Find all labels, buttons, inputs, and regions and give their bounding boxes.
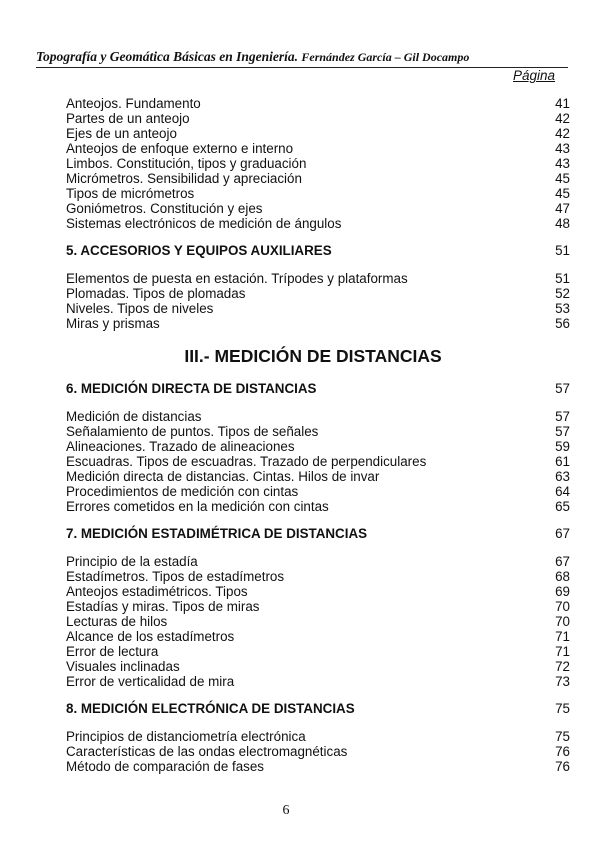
chapter-heading-8 bbox=[66, 699, 570, 719]
toc-entry-text: Principios de distanciometría electrónica bbox=[66, 729, 306, 744]
chapter-heading-6 bbox=[66, 379, 570, 399]
toc-entry-page: 76 bbox=[555, 759, 570, 774]
toc-entry-page: 70 bbox=[555, 614, 570, 629]
toc-entry-text: Estadías y miras. Tipos de miras bbox=[66, 599, 260, 614]
toc-entry bbox=[66, 216, 570, 231]
toc-block-1 bbox=[66, 96, 570, 231]
toc-entry bbox=[66, 409, 570, 424]
toc-entry bbox=[66, 469, 570, 484]
toc-entry-text: Medición de distancias bbox=[66, 409, 202, 424]
toc-entry-text: Sistemas electrónicos de medición de ángulos bbox=[66, 216, 342, 231]
toc-entry bbox=[66, 286, 570, 301]
toc-entry bbox=[66, 439, 570, 454]
toc-entry-page: 76 bbox=[555, 744, 570, 759]
toc-entry bbox=[66, 729, 570, 744]
toc-entry bbox=[66, 156, 570, 171]
chapter-heading-7 bbox=[66, 524, 570, 544]
chapter-page: 67 bbox=[555, 526, 570, 541]
toc-entry-page: 57 bbox=[555, 409, 570, 424]
toc-entry bbox=[66, 629, 570, 644]
toc-entry-text: Anteojos estadimétricos. Tipos bbox=[66, 584, 248, 599]
toc-entry-text: Procedimientos de medición con cintas bbox=[66, 484, 299, 499]
toc-entry-text: Método de comparación de fases bbox=[66, 759, 265, 774]
toc-entry-page: 45 bbox=[555, 171, 570, 186]
toc-entry-text: Niveles. Tipos de niveles bbox=[66, 301, 214, 316]
chapter-title: 7. MEDICIÓN ESTADIMÉTRICA DE DISTANCIAS bbox=[66, 526, 368, 541]
toc-entry-text: Partes de un anteojo bbox=[66, 111, 190, 126]
toc-entry-page: 71 bbox=[555, 644, 570, 659]
toc-entry-page: 69 bbox=[555, 584, 570, 599]
toc-entry-page: 68 bbox=[555, 569, 570, 584]
toc-entry-page: 70 bbox=[555, 599, 570, 614]
toc-block-8 bbox=[66, 729, 570, 774]
toc-entry-page: 56 bbox=[555, 316, 570, 331]
toc-entry-text: Error de lectura bbox=[66, 644, 159, 659]
toc-entry-text: Medición directa de distancias. Cintas. Hilos de invar bbox=[66, 469, 380, 484]
toc-entry-text: Errores cometidos en la medición con cintas bbox=[66, 499, 329, 514]
toc-entry-text: Anteojos. Fundamento bbox=[66, 96, 201, 111]
toc-entry-text: Goniómetros. Constitución y ejes bbox=[66, 201, 263, 216]
toc-entry-text: Principio de la estadía bbox=[66, 554, 198, 569]
toc-entry-text: Ejes de un anteojo bbox=[66, 126, 177, 141]
table-of-contents bbox=[66, 96, 570, 774]
header-rule bbox=[36, 67, 568, 68]
toc-entry-page: 61 bbox=[555, 454, 570, 469]
toc-entry bbox=[66, 554, 570, 569]
toc-entry-text: Error de verticalidad de mira bbox=[66, 674, 235, 689]
toc-entry-text: Alcance de los estadímetros bbox=[66, 629, 235, 644]
toc-entry-page: 41 bbox=[555, 96, 570, 111]
toc-entry bbox=[66, 271, 570, 286]
toc-entry-text: Alineaciones. Trazado de alineaciones bbox=[66, 439, 295, 454]
toc-entry bbox=[66, 96, 570, 111]
toc-entry bbox=[66, 744, 570, 759]
toc-block-7 bbox=[66, 554, 570, 689]
toc-entry-page: 67 bbox=[555, 554, 570, 569]
toc-entry-page: 71 bbox=[555, 629, 570, 644]
book-title: Topografía y Geomática Básicas en Ingeniería. bbox=[36, 49, 298, 64]
toc-entry-text: Visuales inclinadas bbox=[66, 659, 180, 674]
toc-entry bbox=[66, 599, 570, 614]
toc-entry-text: Elementos de puesta en estación. Trípodes y plataformas bbox=[66, 271, 408, 286]
part-title: III.- MEDICIÓN DE DISTANCIAS bbox=[184, 346, 442, 366]
running-header bbox=[36, 49, 566, 65]
toc-entry-text: Lecturas de hilos bbox=[66, 614, 168, 629]
toc-entry-text: Miras y prismas bbox=[66, 316, 160, 331]
chapter-page: 51 bbox=[555, 243, 570, 258]
book-authors: Fernández García – Gil Docampo bbox=[301, 50, 470, 64]
toc-entry-page: 75 bbox=[555, 729, 570, 744]
toc-entry-text: Características de las ondas electromagnéticas bbox=[66, 744, 348, 759]
toc-entry bbox=[66, 186, 570, 201]
chapter-page: 75 bbox=[555, 701, 570, 716]
chapter-title: 8. MEDICIÓN ELECTRÓNICA DE DISTANCIAS bbox=[66, 701, 355, 716]
page-column-label: Página bbox=[513, 68, 556, 83]
toc-entry bbox=[66, 614, 570, 629]
toc-entry bbox=[66, 424, 570, 439]
toc-entry-text: Tipos de micrómetros bbox=[66, 186, 195, 201]
toc-entry-page: 48 bbox=[555, 216, 570, 231]
toc-entry bbox=[66, 584, 570, 599]
toc-entry-text: Señalamiento de puntos. Tipos de señales bbox=[66, 424, 319, 439]
toc-entry-text: Limbos. Constitución, tipos y graduación bbox=[66, 156, 307, 171]
toc-entry-page: 63 bbox=[555, 469, 570, 484]
toc-entry-page: 72 bbox=[555, 659, 570, 674]
toc-entry bbox=[66, 316, 570, 331]
toc-entry-page: 43 bbox=[555, 156, 570, 171]
toc-block-5 bbox=[66, 271, 570, 331]
toc-entry-page: 45 bbox=[555, 186, 570, 201]
toc-entry-page: 42 bbox=[555, 111, 570, 126]
toc-entry bbox=[66, 644, 570, 659]
toc-entry bbox=[66, 301, 570, 316]
toc-entry-page: 52 bbox=[555, 286, 570, 301]
toc-entry-page: 59 bbox=[555, 439, 570, 454]
chapter-heading-5 bbox=[66, 241, 570, 261]
chapter-title: 6. MEDICIÓN DIRECTA DE DISTANCIAS bbox=[66, 381, 317, 396]
toc-entry-page: 73 bbox=[555, 674, 570, 689]
toc-entry-page: 65 bbox=[555, 499, 570, 514]
toc-entry bbox=[66, 126, 570, 141]
toc-block-6 bbox=[66, 409, 570, 514]
toc-entry-page: 42 bbox=[555, 126, 570, 141]
toc-entry-page: 64 bbox=[555, 484, 570, 499]
toc-entry bbox=[66, 759, 570, 774]
chapter-page: 57 bbox=[555, 381, 570, 396]
toc-entry bbox=[66, 111, 570, 126]
toc-entry-page: 57 bbox=[555, 424, 570, 439]
toc-entry bbox=[66, 484, 570, 499]
toc-entry-page: 51 bbox=[555, 271, 570, 286]
toc-entry-text: Anteojos de enfoque externo e interno bbox=[66, 141, 294, 156]
toc-entry-page: 47 bbox=[555, 201, 570, 216]
toc-entry-text: Micrómetros. Sensibilidad y apreciación bbox=[66, 171, 302, 186]
toc-entry-text: Escuadras. Tipos de escuadras. Trazado de perpendiculares bbox=[66, 454, 427, 469]
page-number: 6 bbox=[282, 803, 290, 818]
toc-entry bbox=[66, 499, 570, 514]
toc-entry-page: 53 bbox=[555, 301, 570, 316]
toc-entry-text: Estadímetros. Tipos de estadímetros bbox=[66, 569, 285, 584]
toc-entry bbox=[66, 569, 570, 584]
chapter-title: 5. ACCESORIOS Y EQUIPOS AUXILIARES bbox=[66, 243, 332, 258]
toc-entry bbox=[66, 141, 570, 156]
toc-entry-text: Plomadas. Tipos de plomadas bbox=[66, 286, 246, 301]
toc-entry bbox=[66, 674, 570, 689]
toc-entry bbox=[66, 201, 570, 216]
toc-entry bbox=[66, 454, 570, 469]
toc-entry-page: 43 bbox=[555, 141, 570, 156]
toc-entry bbox=[66, 659, 570, 674]
toc-entry bbox=[66, 171, 570, 186]
